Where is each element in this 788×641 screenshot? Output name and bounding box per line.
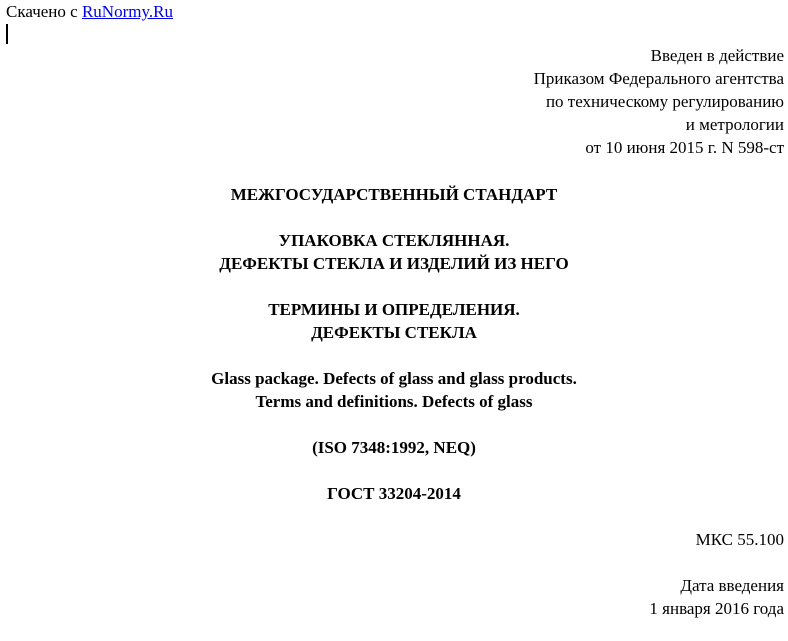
standard-type [0, 183, 788, 206]
introduction-label: Дата введения [680, 576, 784, 595]
standard-type-text: МЕЖГОСУДАРСТВЕННЫЙ СТАНДАРТ [230, 185, 558, 204]
title-en-line2: Terms and definitions. Defects of glass [255, 392, 533, 411]
introduction-date [649, 574, 784, 620]
text-cursor [6, 24, 8, 44]
title-ru [0, 229, 788, 275]
approval-line: по техническому регулированию [545, 92, 784, 111]
title-en [0, 367, 788, 413]
source-line [6, 2, 173, 22]
approval-line: от 10 июня 2015 г. N 598-ст [585, 138, 784, 157]
title-ru-line2: ДЕФЕКТЫ СТЕКЛА И ИЗДЕЛИЙ ИЗ НЕГО [219, 254, 569, 273]
subtitle-ru [0, 298, 788, 344]
title-ru-line1: УПАКОВКА СТЕКЛЯННАЯ. [278, 231, 510, 250]
approval-block [534, 44, 784, 159]
iso-reference [0, 436, 788, 459]
source-prefix: Скачено с [6, 2, 82, 21]
title-en-line1: Glass package. Defects of glass and glass products. [211, 369, 577, 388]
gost-number [0, 482, 788, 505]
approval-line: и метрологии [685, 115, 784, 134]
subtitle-ru-line2: ДЕФЕКТЫ СТЕКЛА [311, 323, 477, 342]
approval-line: Введен в действие [650, 46, 784, 65]
subtitle-ru-line1: ТЕРМИНЫ И ОПРЕДЕЛЕНИЯ. [268, 300, 520, 319]
iso-reference-text: (ISO 7348:1992, NEQ) [312, 438, 476, 457]
approval-line: Приказом Федерального агентства [533, 69, 784, 88]
gost-number-text: ГОСТ 33204-2014 [327, 484, 461, 503]
introduction-date-value: 1 января 2016 года [649, 599, 784, 618]
source-link[interactable]: RuNormy.Ru [81, 2, 173, 21]
mks-code-text: МКС 55.100 [695, 530, 784, 549]
mks-code [696, 528, 784, 551]
